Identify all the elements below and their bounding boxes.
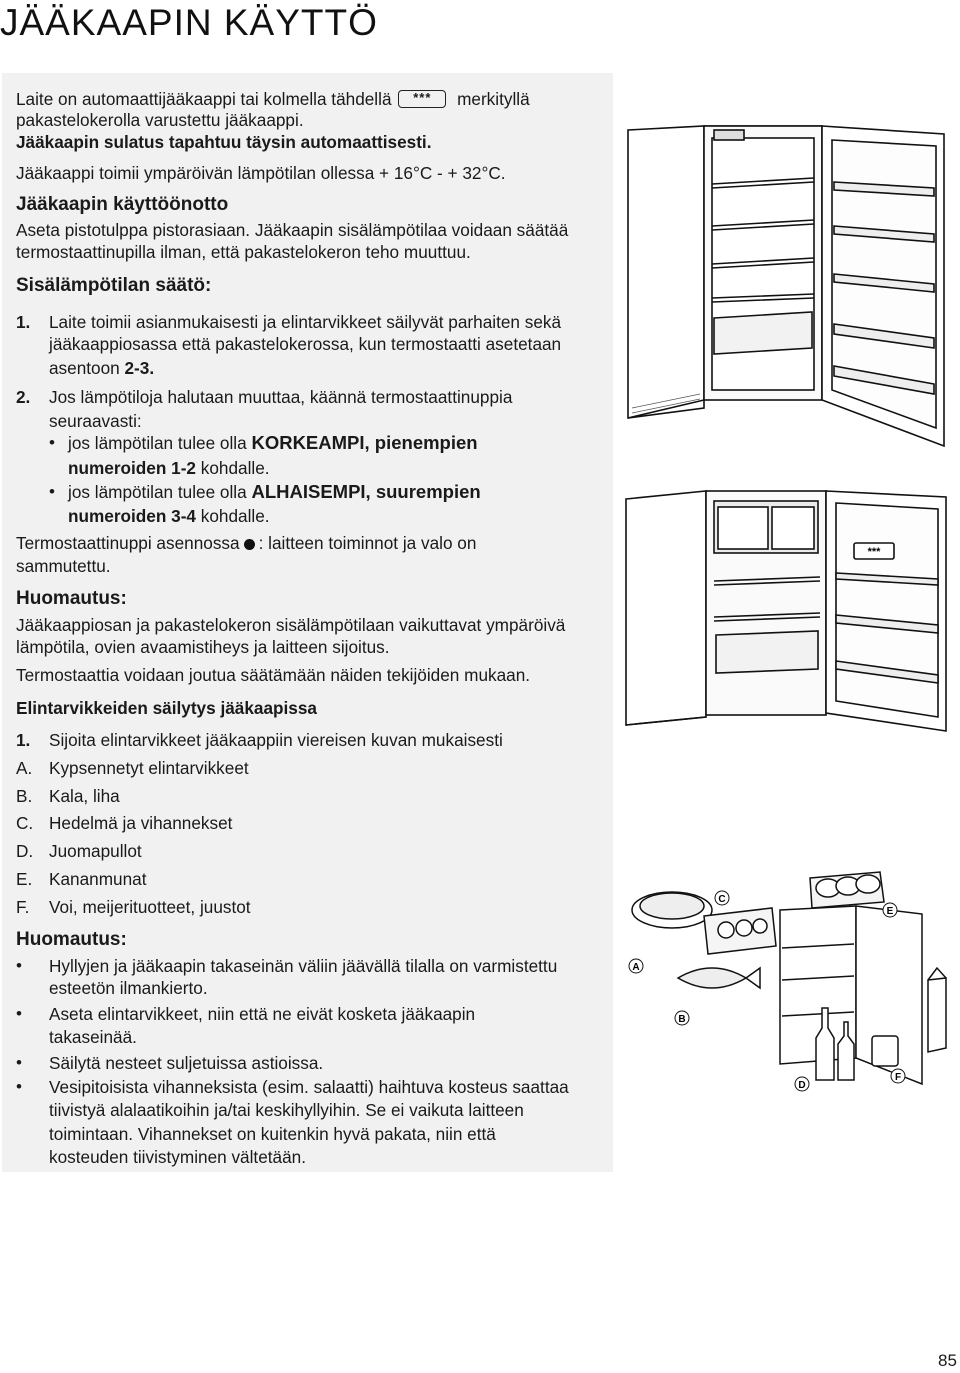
section-heading-storage: Elintarvikkeiden säilytys jääkaapissa <box>16 698 317 718</box>
section-heading-temp-control: Sisälämpötilan säätö: <box>16 275 212 296</box>
storage-num: E. <box>16 869 33 889</box>
intro-text: merkityllä <box>457 89 530 109</box>
ambient-temp-note: Jääkaappi toimii ympäröivän lämpötilan ollessa + 16°C - + 32°C. <box>16 163 506 183</box>
page-number: 85 <box>938 1351 957 1370</box>
startup-line-1: Aseta pistotulppa pistorasiaan. Jääkaapin sisälämpötilaa voidaan säätää <box>16 220 569 240</box>
colder-line-2 <box>68 505 270 527</box>
note2-b2-line-2: takaseinää. <box>49 1027 137 1047</box>
label-f: F <box>894 1072 902 1083</box>
storage-text: Sijoita elintarvikkeet jääkaappiin viereisen kuvan mukaisesti <box>49 730 503 750</box>
temp-item2-line-1: Jos lämpötiloja halutaan muuttaa, käännä termostaattinuppia <box>49 387 513 407</box>
storage-num: F. <box>16 897 30 917</box>
note2-b1-line-1: Hyllyjen ja jääkaapin takaseinän väliin jäävällä tilalla on varmistettu <box>49 956 558 976</box>
text: jos lämpötilan tulee olla <box>68 482 252 502</box>
storage-text: Juomapullot <box>49 841 142 861</box>
food-placement-illustration <box>622 858 952 1098</box>
temp-item1-line-1: Laite toimii asianmukaisesti ja elintarvikkeet säilyvät parhaiten sekä <box>49 312 562 332</box>
colder-line-1 <box>68 481 481 503</box>
note2-b3-line-1: Säilytä nesteet suljetuissa astioissa. <box>49 1053 324 1073</box>
bullet: • <box>49 433 55 452</box>
off-position-line-1 <box>16 532 476 554</box>
setting-value: 2-3. <box>124 358 155 378</box>
storage-num: C. <box>16 813 34 833</box>
storage-text: Hedelmä ja vihannekset <box>49 813 233 833</box>
note2-b2-line-1: Aseta elintarvikkeet, niin että ne eivät kosketa jääkaapin <box>49 1004 476 1024</box>
emphasis: KORKEAMPI, pienempien <box>251 432 478 453</box>
storage-text: Kypsennetyt elintarvikkeet <box>49 758 249 778</box>
note1-line-1: Jääkaappiosan ja pakastelokeron sisälämpötilaan vaikuttavat ympäröivä <box>16 615 566 635</box>
three-star-symbol: *** <box>398 90 446 108</box>
intro-line-2: pakastelokerolla varustettu jääkaappi. <box>16 110 304 130</box>
fridge-with-freezer-illustration <box>622 485 952 740</box>
storage-text: Kananmunat <box>49 869 147 889</box>
off-dot-icon <box>244 539 255 550</box>
note-heading: Huomautus: <box>16 929 127 950</box>
page-title: JÄÄKAAPIN KÄYTTÖ <box>0 2 378 43</box>
emphasis: ALHAISEMPI, suurempien <box>251 481 481 502</box>
intro-line-1 <box>16 88 530 110</box>
label-c: C <box>718 894 726 905</box>
section-heading-startup: Jääkaapin käyttöönotto <box>16 194 229 215</box>
text: kohdalle. <box>195 458 270 478</box>
note2-b4-line-2: tiivistyä alalaatikoihin ja/tai keskihyllyihin. Se ei vaikuta laitteen <box>49 1100 524 1120</box>
text: kohdalle. <box>195 506 270 526</box>
storage-num: A. <box>16 758 33 778</box>
text: asentoon <box>49 358 125 378</box>
bullet: • <box>16 1004 22 1023</box>
off-position-line-2: sammutettu. <box>16 556 111 576</box>
list-number: 1. <box>16 312 31 332</box>
startup-line-2: termostaattinupilla ilman, että pakastelokeron teho muuttuu. <box>16 242 471 262</box>
note2-b4-line-3: toimintaan. Vihannekset on kuitenkin hyvä pakata, niin että <box>49 1124 496 1144</box>
note1-line-3: Termostaattia voidaan joutua säätämään näiden tekijöiden mukaan. <box>16 665 531 685</box>
freezer-stars-label: *** <box>867 546 881 558</box>
temp-item1-line-3 <box>49 357 154 379</box>
warmer-line-1 <box>68 432 478 454</box>
text: Termostaattinuppi asennossa <box>16 533 240 553</box>
storage-num: 1. <box>16 730 31 750</box>
note1-line-2: lämpötila, ovien avaamistiheys ja laitteen sijoitus. <box>16 637 390 657</box>
text: : laitteen toiminnot ja valo on <box>258 533 477 553</box>
bullet: • <box>49 482 55 501</box>
bullet: • <box>16 1077 22 1096</box>
label-b: B <box>678 1014 686 1025</box>
fridge-open-illustration <box>622 118 952 463</box>
label-e: E <box>886 906 894 917</box>
list-number: 2. <box>16 387 31 407</box>
storage-text: Kala, liha <box>49 786 120 806</box>
emphasis: numeroiden 3-4 <box>68 506 196 526</box>
intro-text: Laite on automaattijääkaappi tai kolmella tähdellä <box>16 89 392 109</box>
storage-num: B. <box>16 786 33 806</box>
temp-item1-line-2: jääkaappiosassa että pakastelokerossa, kun termostaatti asetetaan <box>49 334 562 354</box>
label-a: A <box>632 962 640 973</box>
temp-item2-line-2: seuraavasti: <box>49 411 142 431</box>
storage-num: D. <box>16 841 34 861</box>
emphasis: numeroiden 1-2 <box>68 458 196 478</box>
bullet: • <box>16 1053 22 1072</box>
text: jos lämpötilan tulee olla <box>68 433 252 453</box>
storage-text: Voi, meijerituotteet, juustot <box>49 897 251 917</box>
bullet: • <box>16 956 22 975</box>
note2-b1-line-2: esteetön ilmankierto. <box>49 978 208 998</box>
note2-b4-line-4: kosteuden tiivistyminen vältetään. <box>49 1147 306 1167</box>
label-d: D <box>798 1080 806 1091</box>
defrost-note: Jääkaapin sulatus tapahtuu täysin automaattisesti. <box>16 132 432 152</box>
warmer-line-2 <box>68 457 270 479</box>
note-heading: Huomautus: <box>16 588 127 609</box>
note2-b4-line-1: Vesipitoisista vihanneksista (esim. salaatti) haihtuva kosteus saattaa <box>49 1077 569 1097</box>
